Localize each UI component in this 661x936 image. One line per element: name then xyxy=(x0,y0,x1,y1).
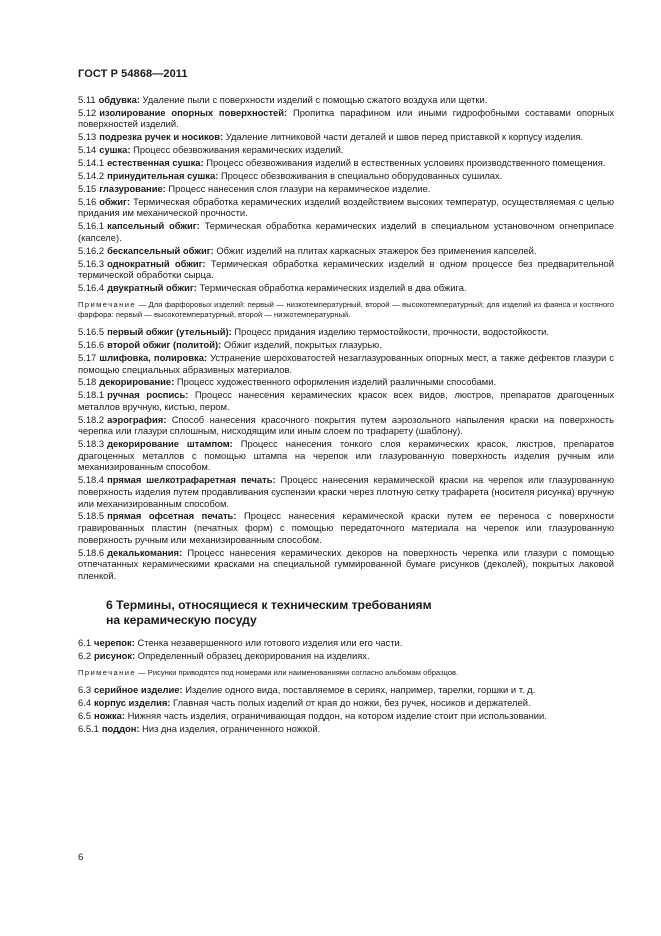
term-number: 6.3 xyxy=(78,684,92,695)
term-name: первый обжиг (утельный): xyxy=(107,326,232,338)
term-entry xyxy=(78,170,614,182)
term-number: 5.14.1 xyxy=(78,157,105,169)
term-number: 5.16 xyxy=(78,195,97,207)
term-number: 5.14 xyxy=(78,144,97,156)
term-entry xyxy=(78,245,614,257)
term-number: 6.1 xyxy=(78,637,92,649)
term-entry xyxy=(78,723,614,735)
term-name: принудительная сушка: xyxy=(107,170,219,182)
term-definition: Стенка незавершенного или готового изделия или его части. xyxy=(134,637,403,649)
term-entry xyxy=(78,414,614,437)
terms-group-6 xyxy=(78,637,614,661)
term-entry xyxy=(78,326,614,338)
term-entry xyxy=(78,474,614,509)
term-name: ножка: xyxy=(94,709,125,721)
term-name: подрезка ручек и носиков: xyxy=(99,131,224,143)
term-entry xyxy=(78,697,614,709)
term-entry xyxy=(78,282,614,294)
term-definition: Удаление литниковой части деталей и швов перед приставкой к корпусу изделия. xyxy=(223,131,584,143)
term-definition: Низ дна изделия, ограниченного ножкой. xyxy=(139,722,321,734)
term-entry xyxy=(78,144,614,156)
term-entry xyxy=(78,389,614,412)
term-name: рисунок: xyxy=(94,650,136,662)
term-number: 5.18.1 xyxy=(78,389,105,401)
term-name: аэрография: xyxy=(107,413,167,425)
term-name: второй обжиг (политой): xyxy=(107,339,222,351)
term-number: 5.15 xyxy=(78,182,97,194)
term-entry xyxy=(78,220,614,243)
term-definition: Нижняя часть изделия, ограничивающая поддон, на котором изделие стоит при использовании. xyxy=(125,709,547,721)
term-definition: Процесс обезвоживания керамических изделий. xyxy=(130,144,344,156)
term-entry xyxy=(78,258,614,281)
term-definition: Обжиг изделий на плитах каркасных этажерок без применения капселей. xyxy=(213,244,537,256)
term-number: 5.13 xyxy=(78,131,97,143)
term-name: поддон: xyxy=(101,722,140,734)
term-number: 6.4 xyxy=(78,696,92,708)
term-name: прямая шелкотрафаретная печать: xyxy=(107,474,276,486)
term-name: бескапсельный обжиг: xyxy=(107,244,214,256)
term-definition: Термическая обработка керамических изделий в одном процессе без предварительной термической обработки сырца. xyxy=(78,257,614,281)
term-definition: Пропитка парафином или иными гидрофобными составами опорных поверхностей изделий. xyxy=(78,106,615,130)
term-entry xyxy=(78,94,614,106)
note-firing xyxy=(78,300,614,320)
term-number: 5.12 xyxy=(78,106,97,118)
term-number: 5.18.2 xyxy=(78,413,105,425)
term-definition: Процесс придания изделию термостойкости, прочности, водостойкости. xyxy=(231,326,549,338)
term-number: 5.18.4 xyxy=(78,474,105,486)
term-entry xyxy=(78,438,614,473)
section-6-title xyxy=(106,598,614,628)
term-definition: Процесс нанесения керамической краски путем ее переноса с поверхности гравированных пластин (печатных форм) с помощью передаточного материала на черепок или глазурованную поверхность ручным или механизированным способом. xyxy=(78,510,614,545)
term-number: 6.5.1 xyxy=(78,722,99,734)
term-definition: Процесс нанесения керамических красок всех видов, люстров, препаратов драгоценных металлов вручную, кистью, пером. xyxy=(78,389,615,412)
term-number: 6.5 xyxy=(78,709,92,721)
term-number: 5.16.1 xyxy=(78,220,105,232)
term-entry xyxy=(78,684,614,696)
page-number: 6 xyxy=(78,852,84,863)
term-number: 5.18.3 xyxy=(78,438,105,450)
term-definition: Определенный образец декорирования на изделиях. xyxy=(135,650,370,662)
term-definition: Термическая обработка керамических изделий в два обжига. xyxy=(196,282,467,294)
section-title-line-2: на керамическую посуду xyxy=(106,613,257,628)
term-number: 6.2 xyxy=(78,650,92,662)
term-name: изолирование опорных поверхностей: xyxy=(99,106,288,118)
term-name: серийное изделие: xyxy=(94,684,183,695)
term-number: 5.18.5 xyxy=(78,510,105,522)
term-entry xyxy=(78,196,614,219)
note-label: Примечание xyxy=(78,667,136,677)
term-definition: Процесс нанесения тонкого слоя керамических красок, люстров, препаратов драгоценных металлов с помощью штампа на черепок или глазурованную поверхность изделия ручным или механизированным способом. xyxy=(78,438,614,473)
term-entry xyxy=(78,547,614,582)
term-name: черепок: xyxy=(94,637,135,649)
term-name: шлифовка, полировка: xyxy=(99,351,208,363)
term-name: сушка: xyxy=(99,144,131,156)
term-definition: Способ нанесения красочного покрытия путем аэрозольного напыления краски на поверхность черепка или глазури сплошным, нисходящим или иным слоем по трафарету (шаблону). xyxy=(78,413,614,437)
term-definition: Процесс нанесения керамической краски на черепок или глазурованную поверхность изделия путем продавливания суспензии краски через плотную сетку трафарета (носителя рисунка) вручную или механизированным способом. xyxy=(78,474,614,509)
term-number: 5.16.2 xyxy=(78,244,105,256)
term-entry xyxy=(78,650,614,662)
term-number: 5.11 xyxy=(78,94,96,105)
term-entry xyxy=(78,510,614,545)
term-definition: Главная часть полых изделий от края до ножки, без ручек, носиков и держателей. xyxy=(170,696,531,708)
term-definition: Процесс нанесения керамических декоров на поверхность черепка или глазури с помощью отпечатанных керамическими красками на специальной гуммированной бумаге рисунков (деколей), покрытых лаковой пленкой. xyxy=(78,546,614,581)
terms-group-5 xyxy=(78,94,614,294)
term-entry xyxy=(78,339,614,351)
term-definition: Удаление пыли с поверхности изделий с помощью сжатого воздуха или щетки. xyxy=(139,94,488,105)
document-header: ГОСТ Р 54868—2011 xyxy=(78,68,188,80)
term-number: 5.16.6 xyxy=(78,339,105,351)
term-name: декорирование штампом: xyxy=(107,438,233,450)
term-definition: Обжиг изделий, покрытых глазурью. xyxy=(221,339,382,351)
term-name: естественная сушка: xyxy=(107,157,204,169)
term-name: обдувка: xyxy=(98,94,140,105)
terms-group-5-continued xyxy=(78,326,614,581)
term-entry xyxy=(78,376,614,388)
term-definition: Процесс обезвоживания изделий в естественных условиях производственного помещения. xyxy=(203,157,606,169)
document-body xyxy=(78,94,614,736)
term-name: декорирование: xyxy=(99,376,175,388)
term-entry xyxy=(78,710,614,722)
note-text: — Рисунки приводятся под номерами или наименованиями согласно альбомам образцов. xyxy=(135,667,459,677)
section-title-line-1: 6 Термины, относящиеся к техническим требованиям xyxy=(106,598,432,613)
term-number: 5.18.6 xyxy=(78,546,105,558)
term-number: 5.16.4 xyxy=(78,282,105,294)
term-entry xyxy=(78,637,614,649)
term-name: обжиг: xyxy=(99,195,131,207)
note-text: — Для фарфоровых изделий: первый — низкотемпературный, второй — высокотемпературный; для изделий из фаянса и костяного фарфора: первый — высокотемпературный, второй — низкотемпературный. xyxy=(78,299,614,319)
note-label: Примечание xyxy=(78,299,136,309)
term-number: 5.16.5 xyxy=(78,326,105,338)
term-entry xyxy=(78,157,614,169)
term-definition: Устранение шероховатостей незаглазурованных опорных мест, а также дефектов глазури с помощью специальных абразивных материалов. xyxy=(78,351,614,375)
term-definition: Термическая обработка керамических изделий в специальном установочном огнеприпасе (капселе). xyxy=(78,220,614,243)
term-definition: Процесс обезвоживания в специально оборудованных сушилах. xyxy=(218,170,503,182)
term-name: корпус изделия: xyxy=(94,696,171,708)
term-entry xyxy=(78,183,614,195)
term-name: ручная роспись: xyxy=(107,389,189,401)
term-name: однократный обжиг: xyxy=(107,257,206,269)
term-name: капсельный обжиг: xyxy=(107,220,200,232)
term-entry xyxy=(78,352,614,375)
term-entry xyxy=(78,131,614,143)
term-number: 5.16.3 xyxy=(78,257,105,269)
term-definition: Процесс нанесения слоя глазури на керамическое изделие. xyxy=(165,182,431,194)
term-name: глазурование: xyxy=(99,182,166,194)
term-name: двукратный обжиг: xyxy=(107,282,197,294)
term-name: декалькомания: xyxy=(107,546,183,558)
term-number: 5.17 xyxy=(78,351,97,363)
term-definition: Термическая обработка керамических изделий воздействием высоких температур, осуществляемая с целью придания им механической прочности. xyxy=(78,195,614,219)
terms-group-6-continued xyxy=(78,684,614,734)
note-patterns xyxy=(78,668,614,678)
term-definition: Процесс художественного оформления изделий различными способами. xyxy=(174,376,497,388)
term-name: прямая офсетная печать: xyxy=(107,510,237,522)
term-definition: Изделие одного вида, поставляемое в сериях, например, тарелки, горшки и т. д. xyxy=(182,684,536,695)
term-entry xyxy=(78,107,614,130)
term-number: 5.18 xyxy=(78,376,97,388)
term-number: 5.14.2 xyxy=(78,170,105,182)
